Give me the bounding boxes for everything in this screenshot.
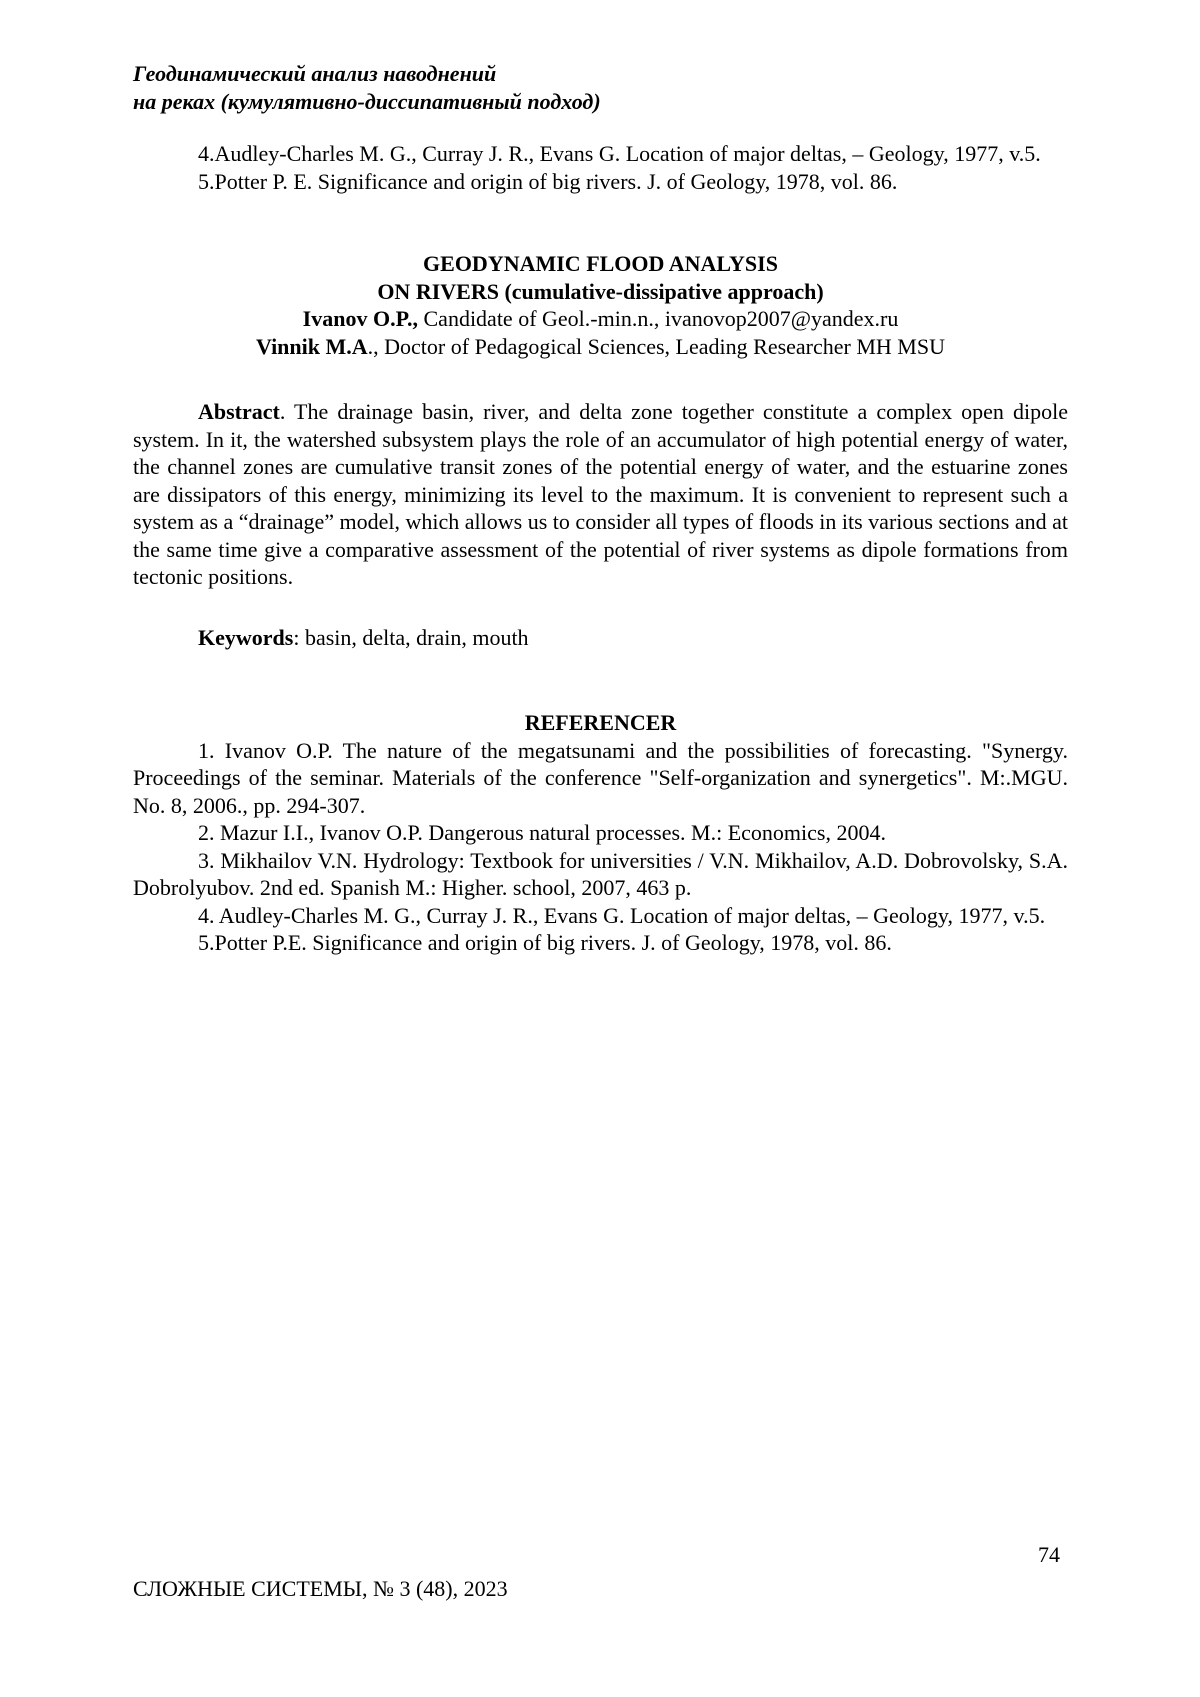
reference-item-4: 4. Audley-Charles M. G., Curray J. R., Evans G. Location of major deltas, – Geology, 1977, v.5. [198, 902, 1046, 928]
author-2-affiliation: ., Doctor of Pedagogical Sciences, Leading Researcher MH MSU [367, 333, 945, 359]
page-number: 74 [1038, 1542, 1060, 1567]
abstract-label: Abstract [198, 399, 280, 424]
reference-item-2: 2. Mazur I.I., Ivanov O.P. Dangerous natural processes. M.: Economics, 2004. [198, 820, 886, 845]
top-reference-5: 5.Potter P. E. Significance and origin of big rivers. J. of Geology, 1978, vol. 86. [198, 168, 898, 194]
article-title-line2: ON RIVERS (cumulative-dissipative approach) [377, 278, 824, 304]
page-content [133, 60, 1068, 957]
reference-item-3: 3. Mikhailov V.N. Hydrology: Textbook for universities / V.N. Mikhailov, A.D. Dobrovolsky, S.A. Dobrolyubov. 2nd ed. Spanish M.: Higher. school, 2007, 463 p. [133, 847, 1068, 900]
abstract-paragraph [133, 398, 1068, 591]
journal-footer: СЛОЖНЫЕ СИСТЕМЫ, № 3 (48), 2023 [133, 1576, 508, 1601]
author-line-2 [133, 333, 1068, 361]
top-reference-4: 4.Audley-Charles M. G., Curray J. R., Evans G. Location of major deltas, – Geology, 1977, v.5. [198, 141, 1041, 166]
running-header-line2: на реках (кумулятивно-диссипативный подход) [133, 88, 601, 114]
author-line-1 [133, 305, 1068, 333]
author-1-name: Ivanov O.P., [302, 306, 418, 331]
author-2-name: Vinnik M.A [256, 333, 368, 359]
keywords-label: Keywords [198, 624, 294, 650]
author-1-affiliation: Candidate of Geol.-min.n., ivanovop2007@yandex.ru [418, 306, 899, 331]
reference-item-1: 1. Ivanov O.P. The nature of the megatsunami and the possibilities of forecasting. "Synergy. Proceedings of the seminar. Materials of the conference "Self-organization and synergetics". M:.MGU. No. 8, 2006., pp. 294-307. [133, 737, 1068, 818]
keywords-paragraph [133, 624, 1068, 652]
article-title-line1: GEODYNAMIC FLOOD ANALYSIS [423, 251, 778, 276]
running-header-line1: Геодинамический анализ наводнений [133, 61, 497, 86]
running-header [133, 60, 1068, 115]
abstract-text: . The drainage basin, river, and delta zone together constitute a complex open dipole system. In it, the watershed subsystem plays the role of an accumulator of high potential energy of water, the channel zones are cumulative transit zones of the potential energy of water, and the estuarine zones are dissipators of this energy, minimizing its level to the maximum. It is convenient to represent such a system as a “drainage” model, which allows us to consider all types of floods in its various sections and at the same time give a comparative assessment of the potential of river systems as dipole formations from tectonic positions. [133, 399, 1068, 589]
reference-item-5: 5.Potter P.E. Significance and origin of big rivers. J. of Geology, 1978, vol. 86. [198, 930, 892, 955]
title-block [133, 250, 1068, 360]
references-heading: REFERENCER [524, 710, 677, 735]
keywords-text: : basin, delta, drain, mouth [293, 624, 529, 650]
